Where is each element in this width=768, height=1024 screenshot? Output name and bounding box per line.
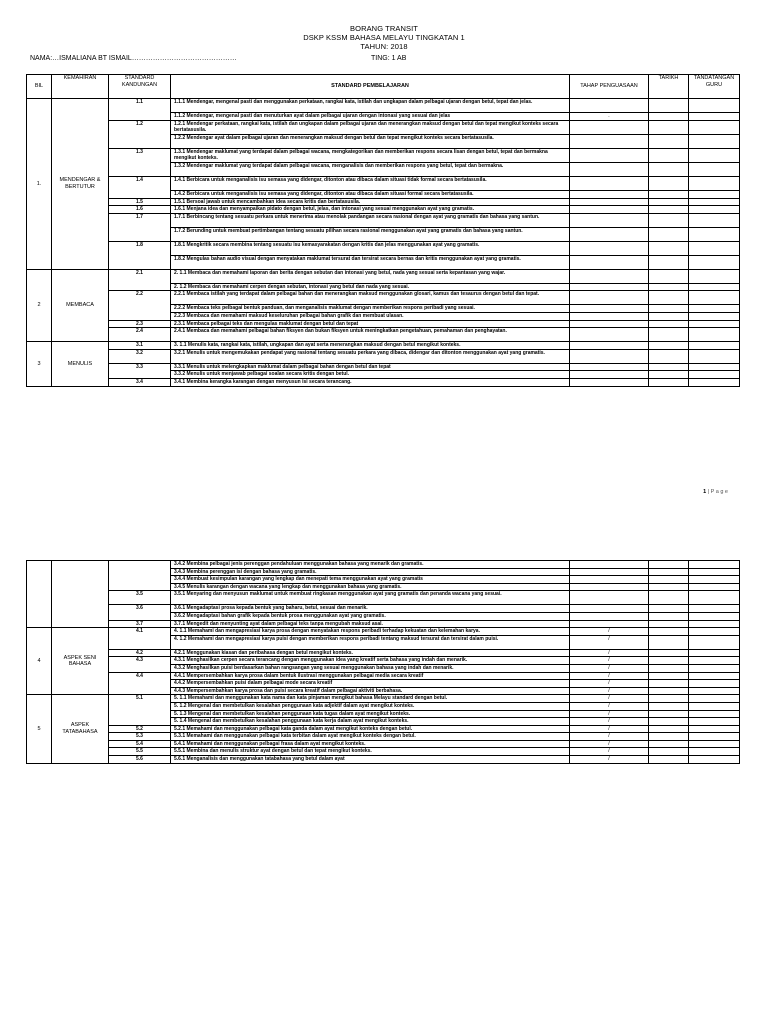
tandatangan-cell xyxy=(689,255,740,269)
standard-pembelajaran-cell: 3.4.1 Membina kerangka karangan dengan menyusun isi secara terancang. xyxy=(171,378,570,386)
tarikh-cell xyxy=(649,378,689,386)
tarikh-cell xyxy=(649,190,689,198)
standard-kandungan-cell: 2.3 xyxy=(109,320,171,328)
form-year: TAHUN: 2018 xyxy=(360,42,408,51)
tandatangan-cell xyxy=(689,363,740,371)
tahap-penguasaan-cell: / xyxy=(570,710,649,718)
standard-pembelajaran-cell: 5. 1.1 Memahami dan menggunakan kata nama dan kata pinjaman mengikut bahasa Melayu standard dengan betul. xyxy=(171,695,570,703)
standard-pembelajaran-cell: 4.4.1 Mempersembahkan karya prosa dalam bentuk ilustrasi menggunakan pelbagai media secara kreatif xyxy=(171,672,570,680)
standard-kandungan-cell: 1.2 xyxy=(109,120,171,148)
tahap-penguasaan-cell xyxy=(570,612,649,620)
bil-cell: 5 xyxy=(27,695,52,763)
tahap-penguasaan-cell xyxy=(570,190,649,198)
standard-kandungan-cell: 3.4 xyxy=(109,378,171,386)
tahap-penguasaan-cell xyxy=(570,120,649,134)
table-row xyxy=(27,605,740,613)
tarikh-cell xyxy=(649,756,689,764)
standard-pembelajaran-cell: 3.4.2 Membina pelbagai jenis perenggan pendahuluan menggunakan bahasa yang menarik dan gramatis. xyxy=(171,561,570,569)
standard-kandungan-cell: 4.4 xyxy=(109,672,171,695)
standard-kandungan-cell: 4.2 xyxy=(109,649,171,657)
standard-pembelajaran-cell: 1.3.1 Mendengar maklumat yang terdapat dalam pelbagai wacana, mengkategorikan dan memberikan respons secara lisan dengan betul, tepat dan bermakna mengikut konteks. xyxy=(171,148,570,162)
standard-pembelajaran-cell: 4. 1.2 Memahami dan mengapresiasi karya puisi dengan memberikan respons peribadi tentang maksud tersurat dan tersirat dalam puisi. xyxy=(171,635,570,649)
bil-cell: 1. xyxy=(27,99,52,270)
tarikh-cell xyxy=(649,227,689,241)
standard-kandungan-cell: 1.5 xyxy=(109,198,171,206)
standard-kandungan-cell: 1.4 xyxy=(109,176,171,198)
standard-pembelajaran-cell: 1.8.2 Mengulas bahan audio visual dengan menyatakan maklumat tersurat dan tersirat secara bernas dan kritis menggunakan ayat yang gramatis. xyxy=(171,255,570,269)
bil-cell: 3 xyxy=(27,342,52,386)
standard-pembelajaran-cell: 4.2.1 Menggunakan kiasan dan peribahasa dengan betul mengikut konteks. xyxy=(171,649,570,657)
standard-pembelajaran-cell: 5. 1.3 Mengenal dan membetulkan kesalahan penggunaan kata tugas dalam ayat mengikut konteks. xyxy=(171,710,570,718)
standard-kandungan-cell: 3.6 xyxy=(109,605,171,620)
tahap-penguasaan-cell: / xyxy=(570,635,649,649)
tandatangan-cell xyxy=(689,291,740,305)
tahap-penguasaan-cell xyxy=(570,620,649,628)
standard-pembelajaran-cell: 3.4.4 Membuat kesimpulan karangan yang lengkap dan menepati tema menggunakan ayat yang gramatis xyxy=(171,576,570,584)
tahap-penguasaan-cell xyxy=(570,363,649,371)
table-row xyxy=(27,695,740,703)
tandatangan-cell xyxy=(689,134,740,148)
kemahiran-cell: ASPEK TATABAHASA xyxy=(52,695,109,763)
tandatangan-cell xyxy=(689,99,740,113)
tarikh-cell xyxy=(649,748,689,756)
tahap-penguasaan-cell xyxy=(570,176,649,190)
tahap-penguasaan-cell xyxy=(570,591,649,605)
standard-pembelajaran-cell: 1.1.1 Mendengar, mengenal pasti dan menggunakan perkataan, rangkai kata, istilah dan ungkapan dalam pelbagai ujaran dengan betul, tepat dan jelas. xyxy=(171,99,570,113)
tarikh-cell xyxy=(649,328,689,342)
tandatangan-cell xyxy=(689,672,740,680)
page-2 xyxy=(0,560,768,1024)
standard-pembelajaran-cell: 5.6.1 Menganalisis dan menggunakan tatabahasa yang betul dalam ayat xyxy=(171,756,570,764)
standard-kandungan-cell: 3.2 xyxy=(109,349,171,363)
tandatangan-cell xyxy=(689,628,740,636)
standard-kandungan-cell xyxy=(109,561,171,591)
table-row xyxy=(27,378,740,386)
tahap-penguasaan-cell xyxy=(570,312,649,320)
tahap-penguasaan-cell: / xyxy=(570,702,649,710)
standard-pembelajaran-cell: 3.6.1 Mengadaptasi prosa kepada bentuk yang baharu, betul, sesuai dan menarik. xyxy=(171,605,570,613)
table-row xyxy=(27,99,740,113)
standard-pembelajaran-cell: 2. 1.1 Membaca dan memahami laporan dan berita dengan sebutan dan intonasi yang betul, nada yang sesuai serta kepantasan yang wajar. xyxy=(171,269,570,283)
standard-pembelajaran-cell: 3.3.2 Menulis untuk menjawab pelbagai soalan secara kritis dengan betul. xyxy=(171,371,570,379)
tandatangan-cell xyxy=(689,349,740,363)
table-row xyxy=(27,213,740,227)
standard-kandungan-cell: 2.4 xyxy=(109,328,171,342)
tahap-penguasaan-cell: / xyxy=(570,748,649,756)
standard-pembelajaran-cell: 4.3.1 Menghasilkan cerpen secara terancang dengan menggunakan idea yang kreatif serta bahasa yang indah dan menarik. xyxy=(171,657,570,665)
standard-pembelajaran-cell: 2.2.2 Membaca teks pelbagai bentuk panduan, dan menganalisis maklumat dengan memberikan respons peribadi yang sesuai. xyxy=(171,305,570,313)
tahap-penguasaan-cell xyxy=(570,371,649,379)
tahap-penguasaan-cell: / xyxy=(570,649,649,657)
tandatangan-cell xyxy=(689,198,740,206)
standard-pembelajaran-cell: 3.7.1 Mengedit dan menyunting ayat dalam pelbagai teks tanpa mengubah maksud asal. xyxy=(171,620,570,628)
tahap-penguasaan-cell xyxy=(570,255,649,269)
tandatangan-cell xyxy=(689,320,740,328)
tandatangan-cell xyxy=(689,120,740,134)
standard-kandungan-cell: 5.1 xyxy=(109,695,171,725)
tarikh-cell xyxy=(649,198,689,206)
tarikh-cell xyxy=(649,733,689,741)
tarikh-cell xyxy=(649,740,689,748)
tarikh-cell xyxy=(649,320,689,328)
standard-pembelajaran-cell: 3.3.1 Menulis untuk melengkapkan maklumat dalam pelbagai bahan dengan betul dan tepat xyxy=(171,363,570,371)
tarikh-cell xyxy=(649,725,689,733)
bil-cell: 2 xyxy=(27,269,52,341)
tahap-penguasaan-cell xyxy=(570,134,649,148)
tarikh-cell xyxy=(649,113,689,121)
table-row xyxy=(27,748,740,756)
tarikh-cell xyxy=(649,695,689,703)
table-header-row xyxy=(27,75,740,99)
tarikh-cell xyxy=(649,305,689,313)
tandatangan-cell xyxy=(689,568,740,576)
standard-pembelajaran-cell: 4.4.2 Mempersembahkan puisi dalam pelbagai mode secara kreatif xyxy=(171,680,570,688)
standard-pembelajaran-cell: 3.6.2 Mengadaptasi bahan grafik kepada bentuk prosa menggunakan ayat yang gramatis. xyxy=(171,612,570,620)
tandatangan-cell xyxy=(689,576,740,584)
tahap-penguasaan-cell xyxy=(570,227,649,241)
tahap-penguasaan-cell xyxy=(570,583,649,591)
col-tarikh: TARIKH xyxy=(649,75,689,99)
tahap-penguasaan-cell xyxy=(570,291,649,305)
table-row xyxy=(27,740,740,748)
tarikh-cell xyxy=(649,635,689,649)
tarikh-cell xyxy=(649,241,689,255)
tarikh-cell xyxy=(649,99,689,113)
tandatangan-cell xyxy=(689,591,740,605)
tarikh-cell xyxy=(649,342,689,350)
table-row xyxy=(27,725,740,733)
page-label: | P a g e xyxy=(707,489,728,495)
standard-pembelajaran-cell: 2.2.1 Membaca istilah yang terdapat dalam pelbagai bahan dan menerangkan maksud menggunakan glosari, kamus dan tesaurus dengan betul dan tepat. xyxy=(171,291,570,305)
tarikh-cell xyxy=(649,664,689,672)
table-row xyxy=(27,206,740,214)
col-bil: BIL xyxy=(27,75,52,99)
tarikh-cell xyxy=(649,206,689,214)
tahap-penguasaan-cell xyxy=(570,320,649,328)
standard-kandungan-cell: 5.6 xyxy=(109,756,171,764)
tarikh-cell xyxy=(649,176,689,190)
tandatangan-cell xyxy=(689,113,740,121)
col-standard-pembelajaran: STANDARD PEMBELAJARAN xyxy=(171,75,570,99)
tandatangan-cell xyxy=(689,756,740,764)
transit-table-2 xyxy=(26,560,740,764)
tarikh-cell xyxy=(649,283,689,291)
tahap-penguasaan-cell xyxy=(570,198,649,206)
kemahiran-cell: MEMBACA xyxy=(52,269,109,341)
tandatangan-cell xyxy=(689,328,740,342)
tandatangan-cell xyxy=(689,378,740,386)
tandatangan-cell xyxy=(689,718,740,726)
standard-kandungan-cell: 5.5 xyxy=(109,748,171,756)
tandatangan-cell xyxy=(689,583,740,591)
kemahiran-cell xyxy=(52,561,109,628)
bil-cell: 4 xyxy=(27,628,52,695)
tahap-penguasaan-cell xyxy=(570,305,649,313)
standard-pembelajaran-cell: 1.5.1 Bersoal jawab untuk mencambahkan idea secara kritis dan bertatasusila. xyxy=(171,198,570,206)
tarikh-cell xyxy=(649,162,689,176)
table-row xyxy=(27,148,740,162)
tahap-penguasaan-cell xyxy=(570,378,649,386)
table-row xyxy=(27,241,740,255)
tahap-penguasaan-cell: / xyxy=(570,680,649,688)
tarikh-cell xyxy=(649,568,689,576)
standard-pembelajaran-cell: 3.5.1 Menyaring dan menyusun maklumat untuk membuat ringkasan menggunakan ayat yang gramatis dan penanda wacana yang sesuai. xyxy=(171,591,570,605)
table-row xyxy=(27,120,740,134)
tahap-penguasaan-cell xyxy=(570,568,649,576)
tarikh-cell xyxy=(649,269,689,283)
tarikh-cell xyxy=(649,371,689,379)
tandatangan-cell xyxy=(689,342,740,350)
tahap-penguasaan-cell xyxy=(570,99,649,113)
standard-pembelajaran-cell: 1.1.2 Mendengar, mengenal pasti dan menuturkan ayat dalam pelbagai ujaran dengan intonasi yang sesuai dan jelas xyxy=(171,113,570,121)
col-standard-kandungan: STANDARD KANDUNGAN xyxy=(109,75,171,99)
standard-pembelajaran-cell: 5.4.1 Memahami dan menggunakan pelbagai frasa dalam ayat mengikut konteks. xyxy=(171,740,570,748)
tandatangan-cell xyxy=(689,702,740,710)
standard-pembelajaran-cell: 1.3.2 Mendengar maklumat yang terdapat dalam pelbagai wacana, menganalisis dan memberikan respons yang betul, tepat dan bermakna. xyxy=(171,162,570,176)
col-tandatangan-guru: TANDATANGAN GURU xyxy=(689,75,740,99)
standard-pembelajaran-cell: 2.4.1 Membaca dan memahami pelbagai bahan fiksyen dan bukan fiksyen untuk meningkatkan pengetahuan, pemahaman dan penghayatan. xyxy=(171,328,570,342)
standard-kandungan-cell: 4.3 xyxy=(109,657,171,672)
tandatangan-cell xyxy=(689,687,740,695)
table-row xyxy=(27,756,740,764)
tahap-penguasaan-cell: / xyxy=(570,664,649,672)
student-name: NAMA:…ISMALIANA BT ISMAIL……………………………………… xyxy=(30,55,237,62)
table-row xyxy=(27,657,740,665)
tarikh-cell xyxy=(649,657,689,665)
tandatangan-cell xyxy=(689,190,740,198)
table-row xyxy=(27,620,740,628)
standard-pembelajaran-cell: 3.4.5 Menulis karangan dengan wacana yang lengkap dan menggunakan bahasa yang gramatis. xyxy=(171,583,570,591)
tandatangan-cell xyxy=(689,612,740,620)
tarikh-cell xyxy=(649,620,689,628)
table-row xyxy=(27,561,740,569)
standard-kandungan-cell: 4.1 xyxy=(109,628,171,650)
table-row xyxy=(27,320,740,328)
tandatangan-cell xyxy=(689,649,740,657)
tahap-penguasaan-cell: / xyxy=(570,718,649,726)
table-row xyxy=(27,591,740,605)
tarikh-cell xyxy=(649,120,689,134)
tarikh-cell xyxy=(649,255,689,269)
tandatangan-cell xyxy=(689,206,740,214)
tahap-penguasaan-cell xyxy=(570,241,649,255)
kemahiran-cell: ASPEK SENI BAHASA xyxy=(52,628,109,695)
tahap-penguasaan-cell xyxy=(570,561,649,569)
tahap-penguasaan-cell xyxy=(570,576,649,584)
standard-kandungan-cell: 1.6 xyxy=(109,206,171,214)
standard-kandungan-cell: 1.1 xyxy=(109,99,171,121)
tahap-penguasaan-cell: / xyxy=(570,695,649,703)
tarikh-cell xyxy=(649,291,689,305)
transit-table-1 xyxy=(26,74,740,387)
tahap-penguasaan-cell xyxy=(570,283,649,291)
student-class: TING: 1 AB xyxy=(371,55,407,62)
standard-pembelajaran-cell: 1.6.1 Menjana idea dan menyampaikan pidato dengan betul, jelas, dan intonasi yang sesuai menggunakan ayat yang gramatis. xyxy=(171,206,570,214)
page-number: 1 xyxy=(703,489,707,495)
tahap-penguasaan-cell xyxy=(570,342,649,350)
page-footer xyxy=(703,489,728,495)
tandatangan-cell xyxy=(689,162,740,176)
tandatangan-cell xyxy=(689,305,740,313)
tandatangan-cell xyxy=(689,213,740,227)
standard-pembelajaran-cell: 1.7.1 Berbincang tentang sesuatu perkara untuk menerima atau menolak pandangan secara rasional dengan ayat yang gramatis dan bahasa yang santun. xyxy=(171,213,570,227)
standard-pembelajaran-cell: 3. 1.1 Menulis kata, rangkai kata, istilah, ungkapan dan ayat serta menerangkan maksud dengan betul mengikut konteks. xyxy=(171,342,570,350)
standard-kandungan-cell: 5.3 xyxy=(109,733,171,741)
tarikh-cell xyxy=(649,672,689,680)
kemahiran-cell: MENULIS xyxy=(52,342,109,386)
tahap-penguasaan-cell: / xyxy=(570,733,649,741)
tandatangan-cell xyxy=(689,283,740,291)
tandatangan-cell xyxy=(689,227,740,241)
standard-pembelajaran-cell: 5.5.1 Membina dan menulis struktur ayat dengan betul dan tepat mengikut konteks. xyxy=(171,748,570,756)
table-row xyxy=(27,672,740,680)
tandatangan-cell xyxy=(689,695,740,703)
tahap-penguasaan-cell xyxy=(570,206,649,214)
tarikh-cell xyxy=(649,612,689,620)
tahap-penguasaan-cell xyxy=(570,213,649,227)
standard-pembelajaran-cell: 1.7.2 Berunding untuk membuat pertimbangan tentang sesuatu pilihan secara rasional menggunakan ayat yang gramatis dan bahasa yang santun. xyxy=(171,227,570,241)
tandatangan-cell xyxy=(689,664,740,672)
tarikh-cell xyxy=(649,213,689,227)
page-gap xyxy=(0,500,768,560)
tarikh-cell xyxy=(649,134,689,148)
col-kemahiran: KEMAHIRAN xyxy=(52,75,109,99)
tahap-penguasaan-cell: / xyxy=(570,725,649,733)
table-row xyxy=(27,649,740,657)
tarikh-cell xyxy=(649,649,689,657)
tahap-penguasaan-cell xyxy=(570,148,649,162)
table-row xyxy=(27,733,740,741)
standard-pembelajaran-cell: 4.3.2 Menghasilkan puisi berdasarkan bahan rangsangan yang sesuai menggunakan bahasa yang indah dan menarik. xyxy=(171,664,570,672)
tahap-penguasaan-cell xyxy=(570,349,649,363)
standard-kandungan-cell: 1.7 xyxy=(109,213,171,241)
table-row xyxy=(27,328,740,342)
student-info xyxy=(30,55,730,63)
table-row xyxy=(27,176,740,190)
tandatangan-cell xyxy=(689,605,740,613)
standard-kandungan-cell: 2.2 xyxy=(109,291,171,320)
tarikh-cell xyxy=(649,680,689,688)
tandatangan-cell xyxy=(689,620,740,628)
standard-pembelajaran-cell: 5. 1.2 Mengenal dan membetulkan kesalahan penggunaan kata adjektif dalam ayat mengikut konteks. xyxy=(171,702,570,710)
tandatangan-cell xyxy=(689,176,740,190)
tahap-penguasaan-cell xyxy=(570,269,649,283)
tandatangan-cell xyxy=(689,748,740,756)
standard-kandungan-cell: 3.3 xyxy=(109,363,171,378)
tandatangan-cell xyxy=(689,740,740,748)
tahap-penguasaan-cell: / xyxy=(570,740,649,748)
standard-pembelajaran-cell: 5.2.1 Memahami dan menggunakan pelbagai kata ganda dalam ayat mengikut konteks dengan betul. xyxy=(171,725,570,733)
standard-pembelajaran-cell: 5. 1.4 Mengenal dan membetulkan kesalahan penggunaan kata kerja dalam ayat mengikut konteks. xyxy=(171,718,570,726)
standard-kandungan-cell: 3.1 xyxy=(109,342,171,350)
page-1 xyxy=(0,0,768,500)
tahap-penguasaan-cell xyxy=(570,328,649,342)
standard-pembelajaran-cell: 1.8.1 Mengkritik secara membina tentang sesuatu isu kemasyarakatan dengan kritis dan jelas menggunakan ayat yang gramatis. xyxy=(171,241,570,255)
tarikh-cell xyxy=(649,702,689,710)
tandatangan-cell xyxy=(689,269,740,283)
standard-pembelajaran-cell: 4. 1.1 Memahami dan mengapresiasi karya prosa dengan menyatakan respons peribadi terhadap kekuatan dan kelemahan karya. xyxy=(171,628,570,636)
tahap-penguasaan-cell: . xyxy=(570,113,649,121)
tarikh-cell xyxy=(649,583,689,591)
tarikh-cell xyxy=(649,687,689,695)
tandatangan-cell xyxy=(689,635,740,649)
tandatangan-cell xyxy=(689,680,740,688)
standard-pembelajaran-cell: 1.4.2 Berbicara untuk menganalisis isu semasa yang didengar, ditonton atau dibaca dalam situasi formal secara bertatasusila. xyxy=(171,190,570,198)
standard-kandungan-cell: 5.4 xyxy=(109,740,171,748)
standard-kandungan-cell: 1.3 xyxy=(109,148,171,176)
standard-kandungan-cell: 2.1 xyxy=(109,269,171,291)
tarikh-cell xyxy=(649,605,689,613)
tahap-penguasaan-cell: / xyxy=(570,687,649,695)
standard-pembelajaran-cell: 1.4.1 Berbicara untuk menganalisis isu semasa yang didengar, ditonton atau dibaca dalam situasi tidak formal secara bertatasusila. xyxy=(171,176,570,190)
tandatangan-cell xyxy=(689,312,740,320)
tahap-penguasaan-cell: / xyxy=(570,657,649,665)
table-row xyxy=(27,363,740,371)
document-header xyxy=(0,0,768,51)
standard-pembelajaran-cell: 3.4.3 Membina perenggan isi dengan bahasa yang gramatis. xyxy=(171,568,570,576)
tandatangan-cell xyxy=(689,657,740,665)
tandatangan-cell xyxy=(689,561,740,569)
standard-pembelajaran-cell: 4.4.3 Mempersembahkan karya prosa dan puisi secara kreatif dalam pelbagai aktiviti berbahasa. xyxy=(171,687,570,695)
tarikh-cell xyxy=(649,591,689,605)
col-tahap-penguasaan: TAHAP PENGUASAAN xyxy=(570,75,649,99)
standard-pembelajaran-cell: 5.3.1 Memahami dan menggunakan pelbagai kata terbitan dalam ayat mengikut konteks dengan betul. xyxy=(171,733,570,741)
table-row xyxy=(27,342,740,350)
tahap-penguasaan-cell xyxy=(570,605,649,613)
tarikh-cell xyxy=(649,576,689,584)
tarikh-cell xyxy=(649,628,689,636)
form-subtitle: DSKP KSSM BAHASA MELAYU TINGKATAN 1 xyxy=(303,33,465,42)
tandatangan-cell xyxy=(689,733,740,741)
tarikh-cell xyxy=(649,561,689,569)
standard-pembelajaran-cell: 1.2.2 Mendengar ayat dalam pelbagai ujaran dan menerangkan maksud dengan betul dan tepat mengikut konteks secara bertatasusila. xyxy=(171,134,570,148)
tandatangan-cell xyxy=(689,148,740,162)
standard-kandungan-cell: 3.7 xyxy=(109,620,171,628)
tahap-penguasaan-cell: / xyxy=(570,756,649,764)
tarikh-cell xyxy=(649,349,689,363)
standard-kandungan-cell: 5.2 xyxy=(109,725,171,733)
table-row xyxy=(27,198,740,206)
standard-pembelajaran-cell: 2.3.1 Membaca pelbagai teks dan mengulas maklumat dengan betul dan tepat xyxy=(171,320,570,328)
tandatangan-cell xyxy=(689,241,740,255)
form-title: BORANG TRANSIT xyxy=(350,24,418,33)
tarikh-cell xyxy=(649,363,689,371)
bil-cell xyxy=(27,561,52,628)
tahap-penguasaan-cell: / xyxy=(570,672,649,680)
table-row xyxy=(27,628,740,636)
tandatangan-cell xyxy=(689,725,740,733)
table-row xyxy=(27,349,740,363)
tahap-penguasaan-cell xyxy=(570,162,649,176)
tarikh-cell xyxy=(649,718,689,726)
tandatangan-cell xyxy=(689,710,740,718)
tarikh-cell xyxy=(649,312,689,320)
tandatangan-cell xyxy=(689,371,740,379)
standard-pembelajaran-cell: 3.2.1 Menulis untuk mengemukakan pendapat yang rasional tentang sesuatu perkara yang dibaca, didengar dan ditonton menggunakan ayat yang gramatis. xyxy=(171,349,570,363)
standard-kandungan-cell: 3.5 xyxy=(109,591,171,605)
tarikh-cell xyxy=(649,148,689,162)
kemahiran-cell: MENDENGAR & BERTUTUR xyxy=(52,99,109,270)
tarikh-cell xyxy=(649,710,689,718)
table-row xyxy=(27,269,740,283)
standard-pembelajaran-cell: 1.2.1 Mendengar perkataan, rangkai kata, istilah dan ungkapan dalam pelbagai ujaran dan menerangkan maksud dengan betul dan tepat mengikut konteks secara bertatasusila. xyxy=(171,120,570,134)
tahap-penguasaan-cell: / xyxy=(570,628,649,636)
table-row xyxy=(27,291,740,305)
standard-kandungan-cell: 1.8 xyxy=(109,241,171,269)
standard-pembelajaran-cell: 2.2.3 Membaca dan memahami maksud keseluruhan pelbagai bahan grafik dan membuat ulasan. xyxy=(171,312,570,320)
standard-pembelajaran-cell: 2. 1.2 Membaca dan memahami cerpen dengan sebutan, intonasi yang betul dan nada yang sesuai. xyxy=(171,283,570,291)
